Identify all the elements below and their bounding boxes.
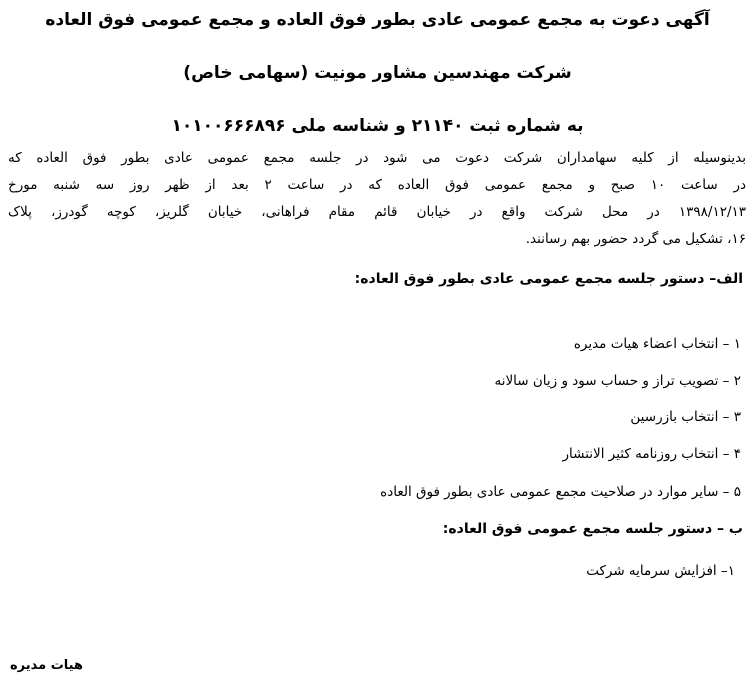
section-b-heading: ب – دستور جلسه مجمع عمومی فوق العاده: bbox=[442, 521, 743, 537]
body-line: بدینوسیله از کلیه سهامداران شرکت دعوت می شود در جلسه مجمع عمومی عادی بطور فوق العاده که bbox=[8, 150, 746, 166]
agenda-item: ۴ – انتخاب روزنامه کثیر الانتشار bbox=[562, 446, 741, 462]
company-name: شرکت مهندسین مشاور مونیت (سهامی خاص) bbox=[183, 63, 572, 83]
agenda-item: ۱– افزایش سرمایه شرکت bbox=[586, 563, 735, 579]
announcement-title: آگهی دعوت به مجمع عمومی عادی بطور فوق العاده و مجمع عمومی فوق العاده bbox=[45, 10, 710, 30]
signature: هیات مدیره bbox=[10, 658, 83, 673]
agenda-item: ۳ – انتخاب بازرسین bbox=[630, 409, 741, 425]
body-line: در ساعت ۱۰ صبح و مجمع عمومی فوق العاده که در ساعت ۲ بعد از ظهر روز سه شنبه مورخ bbox=[8, 177, 746, 193]
body-line: ۱۳۹۸/۱۲/۱۳ در محل شرکت واقع در خیابان قائم مقام فراهانی، خیابان گلریز، کوچه گودرز، پلاک bbox=[8, 204, 746, 220]
agenda-item: ۵ – سایر موارد در صلاحیت مجمع عمومی عادی بطور فوق العاده bbox=[380, 484, 741, 500]
agenda-item: ۱ – انتخاب اعضاء هیات مدیره bbox=[573, 336, 741, 352]
registration-info: به شماره ثبت ۲۱۱۴۰ و شناسه ملی ۱۰۱۰۰۶۶۶۸۹۶ bbox=[171, 116, 584, 136]
section-a-heading: الف– دستور جلسه مجمع عمومی عادی بطور فوق العاده: bbox=[354, 271, 743, 287]
body-line: ۱۶، تشکیل می گردد حضور بهم رسانند. bbox=[525, 231, 746, 247]
agenda-item: ۲ – تصویب تراز و حساب سود و زیان سالانه bbox=[494, 373, 741, 389]
